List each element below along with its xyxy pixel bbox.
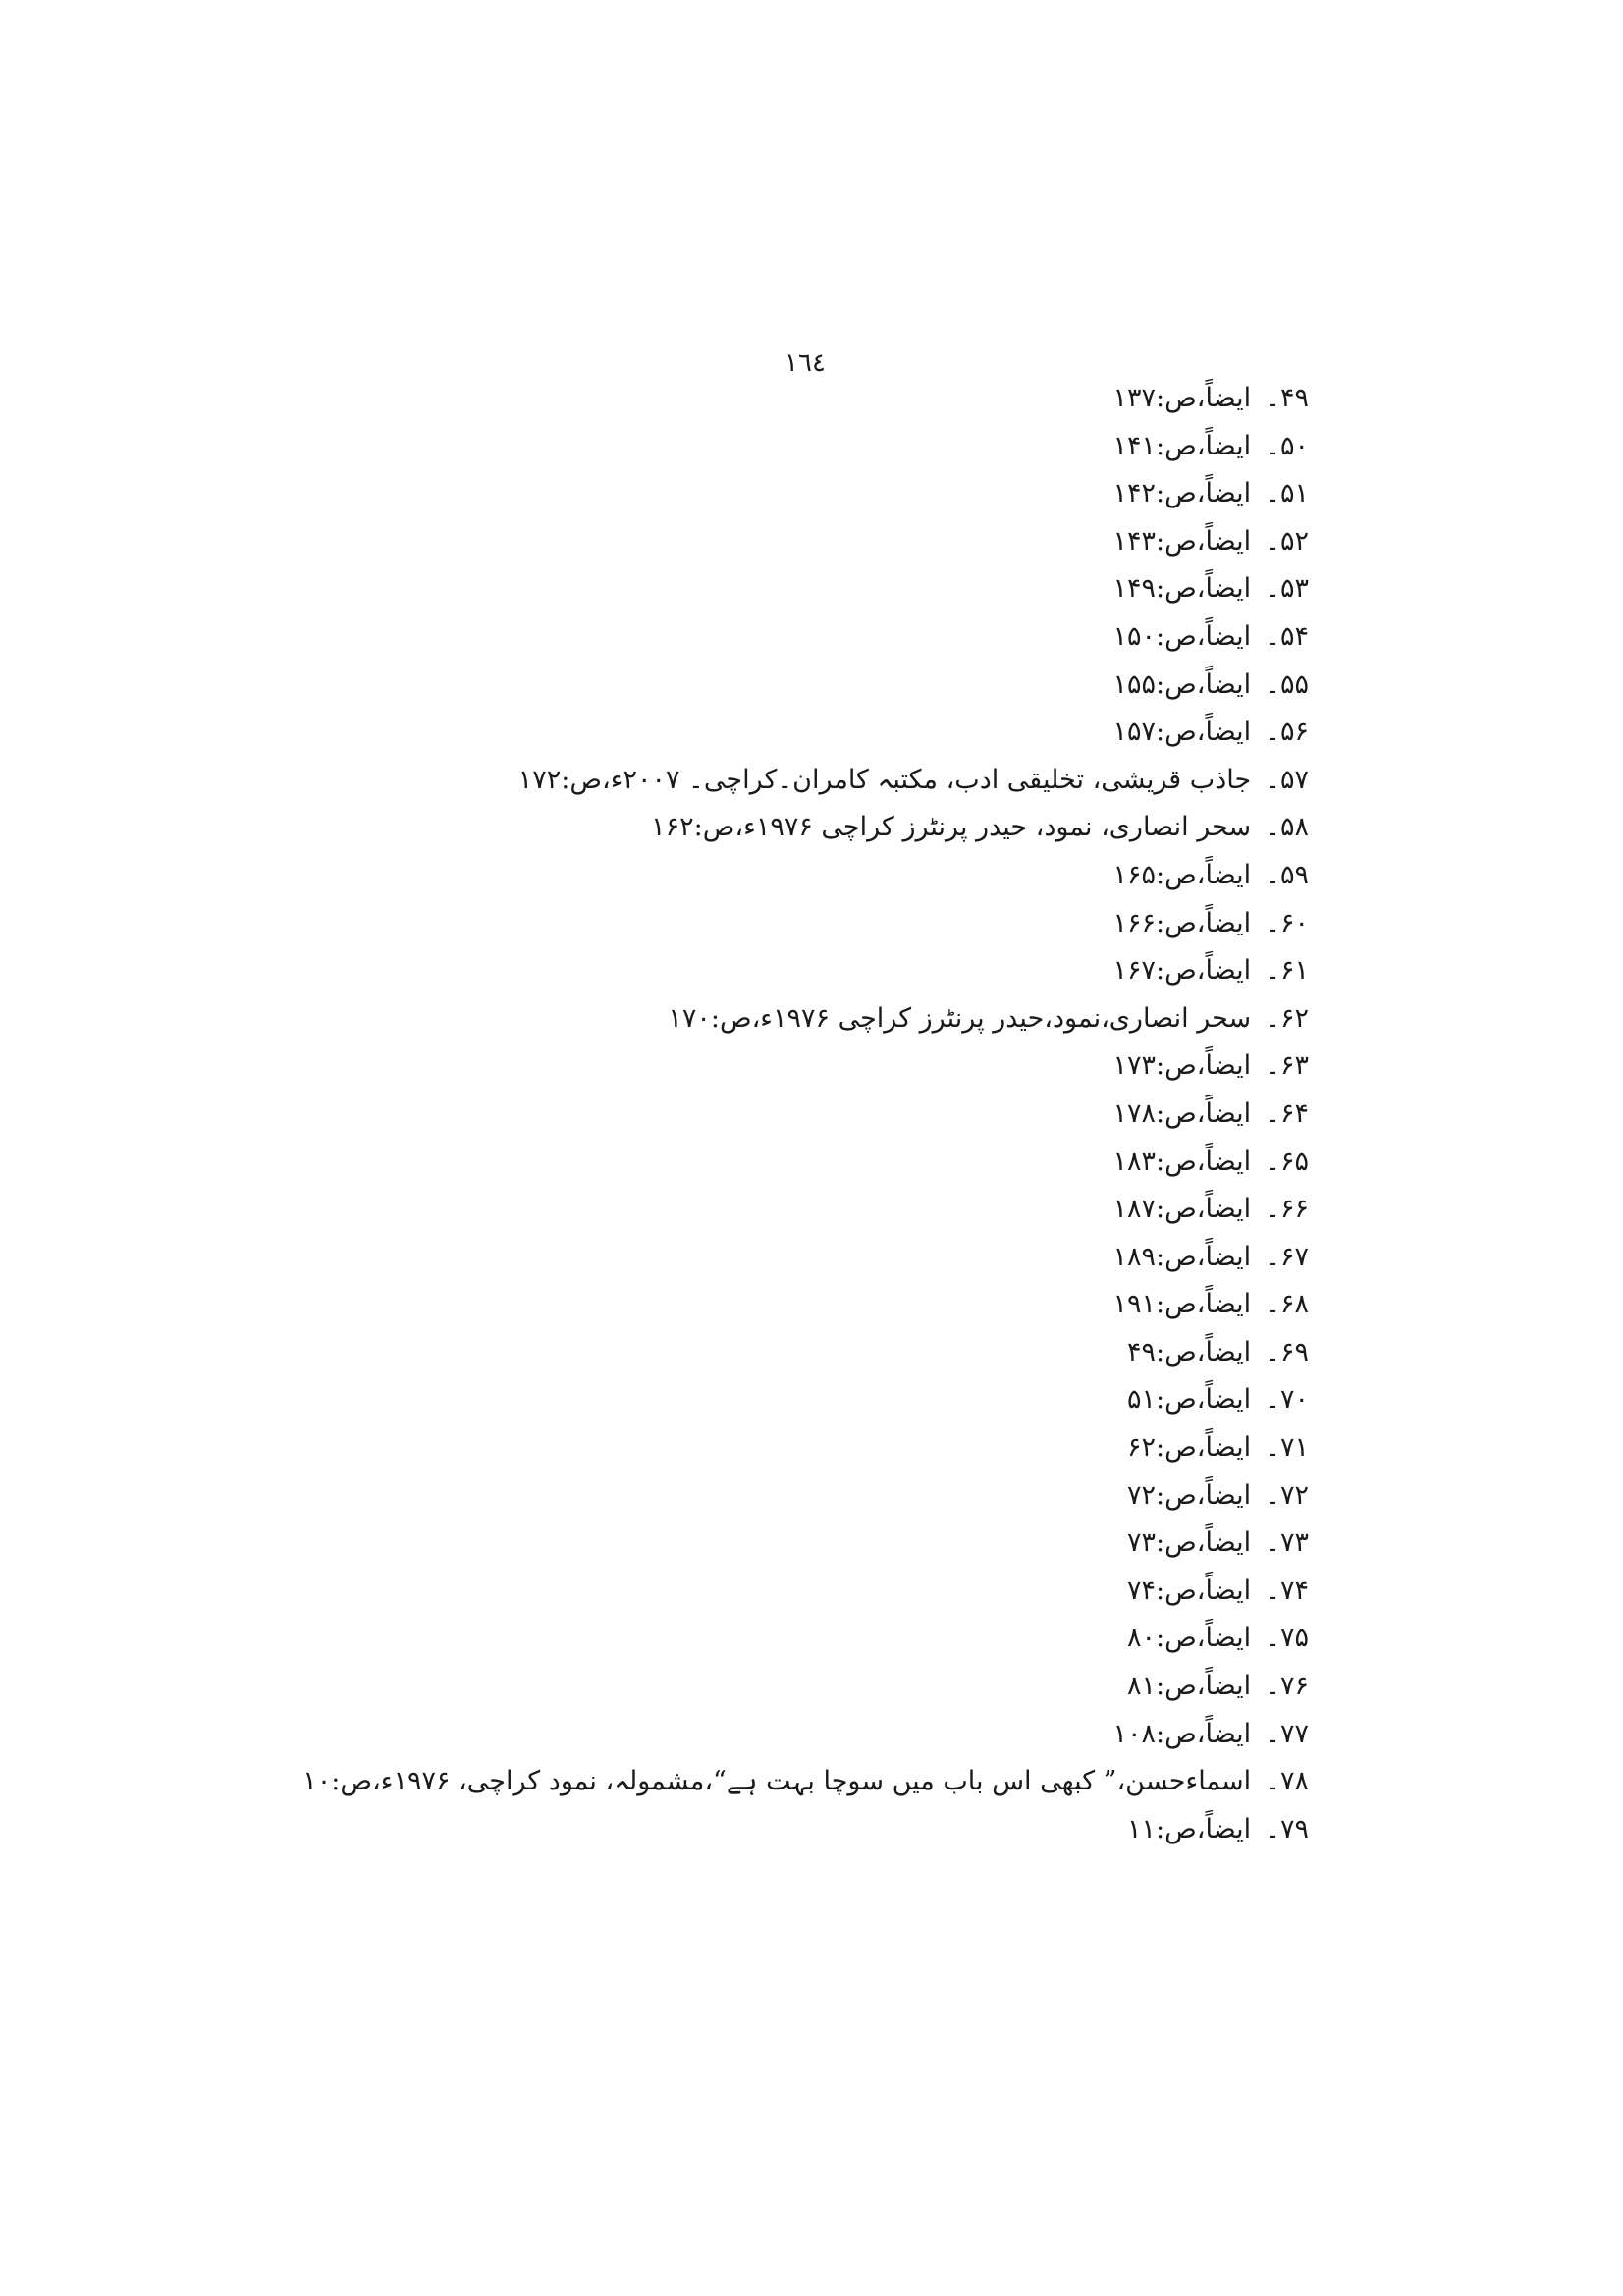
- endnote-number: ۷۹۔: [1265, 1813, 1309, 1844]
- endnote-item: [229, 1663, 1309, 1711]
- endnote-reference: ایضاً،ص:۸۰: [1127, 1623, 1252, 1654]
- endnote-number: ۵۶۔: [1265, 717, 1309, 748]
- endnote-item: [229, 947, 1309, 995]
- endnote-reference: ایضاً،ص:۱۸۹: [1112, 1241, 1252, 1272]
- endnote-number: ۷۷۔: [1265, 1718, 1309, 1749]
- endnote-reference: ایضاً،ص:۱۴۹: [1112, 573, 1252, 605]
- endnote-number: ۶۰۔: [1265, 907, 1309, 938]
- endnote-number: ۶۱۔: [1265, 955, 1309, 987]
- endnote-item: [229, 565, 1309, 614]
- endnote-item: [229, 1186, 1309, 1234]
- endnote-reference: سحر انصاری، نمود، حیدر پرنٹرز کراچی ۱۹۷۶ء،ص:۱۶۲: [651, 812, 1252, 843]
- endnote-number: ۶۷۔: [1265, 1241, 1309, 1272]
- endnote-item: [229, 1139, 1309, 1187]
- endnote-item: [229, 1711, 1309, 1759]
- endnote-number: ۷۰۔: [1265, 1384, 1309, 1415]
- endnote-item: [229, 375, 1309, 423]
- endnote-reference: ایضاً،ص:۱۵۷: [1112, 717, 1252, 748]
- endnote-item: [229, 1234, 1309, 1282]
- endnote-number: ۷۵۔: [1265, 1623, 1309, 1654]
- endnote-number: ۵۷۔: [1265, 764, 1309, 795]
- endnote-reference: ایضاً،ص:۷۳: [1127, 1527, 1252, 1559]
- endnote-number: ۵۹۔: [1265, 859, 1309, 890]
- endnote-reference: ایضاً،ص:۱۹۱: [1112, 1289, 1252, 1320]
- endnote-number: ۵۵۔: [1265, 668, 1309, 700]
- endnote-item: [229, 995, 1309, 1043]
- endnote-number: ۵۸۔: [1265, 812, 1309, 843]
- endnote-number: ۵۱۔: [1265, 478, 1309, 509]
- endnote-reference: ایضاً،ص:۱۱: [1127, 1813, 1252, 1844]
- endnote-reference: ایضاً،ص:۱۴۳: [1112, 525, 1252, 557]
- page-number: ١٦٤: [784, 348, 826, 378]
- endnote-item: [229, 1042, 1309, 1091]
- endnote-item: [229, 1520, 1309, 1568]
- endnote-reference: اسماءحسن،” کبھی اس باب میں سوچا بہت ہے“،مشمولہ، نمود کراچی، ۱۹۷۶ء،ص:۱۰: [302, 1766, 1252, 1797]
- endnote-reference: ایضاً،ص:۵۱: [1127, 1384, 1252, 1415]
- endnote-reference: ایضاً،ص:۱۳۷: [1112, 383, 1252, 413]
- endnote-number: ۷۳۔: [1265, 1527, 1309, 1559]
- endnote-reference: ایضاً،ص:۱۶۷: [1112, 955, 1252, 987]
- endnote-item: [229, 804, 1309, 852]
- endnote-item: [229, 1568, 1309, 1616]
- endnote-item: [229, 518, 1309, 566]
- endnote-item: [229, 900, 1309, 948]
- endnote-number: ۵۳۔: [1265, 573, 1309, 605]
- endnote-number: ۶۳۔: [1265, 1050, 1309, 1082]
- endnote-reference: ایضاً،ص:۷۴: [1127, 1575, 1252, 1606]
- endnote-item: [229, 709, 1309, 757]
- endnote-item: [229, 757, 1309, 805]
- endnote-reference: ایضاً،ص:۱۷۳: [1112, 1050, 1252, 1082]
- endnote-reference: ایضاً،ص:۱۸۳: [1112, 1146, 1252, 1177]
- endnote-reference: ایضاً،ص:۸۱: [1127, 1671, 1252, 1702]
- endnote-number: ۶۸۔: [1265, 1289, 1309, 1320]
- endnote-item: [229, 1424, 1309, 1472]
- endnote-item: [229, 852, 1309, 900]
- endnote-number: ۵۰۔: [1265, 430, 1309, 461]
- endnote-number: ۶۲۔: [1265, 1002, 1309, 1034]
- endnote-number: ۷۲۔: [1265, 1479, 1309, 1511]
- endnote-item: [229, 1091, 1309, 1139]
- endnote-reference: ایضاً،ص:۱۴۱: [1112, 430, 1252, 461]
- endnote-item: [229, 1472, 1309, 1521]
- endnote-item: [229, 423, 1309, 471]
- endnote-reference: ایضاً،ص:۱۶۶: [1112, 907, 1252, 938]
- endnote-reference: ایضاً،ص:۱۶۵: [1112, 859, 1252, 890]
- endnote-reference: ایضاً،ص:۴۹: [1127, 1336, 1252, 1367]
- endnote-number: ۶۵۔: [1265, 1146, 1309, 1177]
- endnote-item: [229, 1376, 1309, 1424]
- endnote-reference: ایضاً،ص:۱۰۸: [1112, 1718, 1252, 1749]
- endnote-item: [229, 1758, 1309, 1806]
- endnote-item: [229, 470, 1309, 518]
- endnote-number: ۵۴۔: [1265, 620, 1309, 652]
- endnote-item: [229, 1806, 1309, 1854]
- endnote-item: [229, 662, 1309, 710]
- endnote-number: ۶۶۔: [1265, 1194, 1309, 1225]
- endnote-number: ۵۲۔: [1265, 525, 1309, 557]
- endnote-reference: ایضاً،ص:۷۲: [1127, 1479, 1252, 1511]
- endnote-number: ۷۶۔: [1265, 1671, 1309, 1702]
- endnote-reference: ایضاً،ص:۱۵۵: [1112, 668, 1252, 700]
- endnote-item: [229, 1329, 1309, 1377]
- endnote-reference: ایضاً،ص:۱۴۲: [1112, 478, 1252, 509]
- endnote-item: [229, 1615, 1309, 1663]
- endnote-number: ۷۴۔: [1265, 1575, 1309, 1606]
- endnotes-list: [229, 375, 1309, 1853]
- endnote-reference: ایضاً،ص:۶۲: [1127, 1432, 1252, 1464]
- endnote-reference: جاذب قریشی، تخلیقی ادب، مکتبہ کامران۔کراچی۔ ۲۰۰۷ء،ص:۱۷۲: [517, 764, 1252, 795]
- endnote-reference: سحر انصاری،نمود،حیدر پرنٹرز کراچی ۱۹۷۶ء،ص:۱۷۰: [668, 1002, 1252, 1034]
- endnote-number: ۷۱۔: [1265, 1432, 1309, 1464]
- endnote-reference: ایضاً،ص:۱۷۸: [1112, 1097, 1252, 1129]
- endnote-number: ۴۹۔: [1265, 383, 1309, 413]
- endnote-reference: ایضاً،ص:۱۵۰: [1112, 620, 1252, 652]
- endnote-item: [229, 614, 1309, 662]
- endnote-number: ۷۸۔: [1265, 1766, 1309, 1797]
- endnote-reference: ایضاً،ص:۱۸۷: [1112, 1194, 1252, 1225]
- endnote-number: ۶۹۔: [1265, 1336, 1309, 1367]
- endnote-item: [229, 1281, 1309, 1329]
- endnote-number: ۶۴۔: [1265, 1097, 1309, 1129]
